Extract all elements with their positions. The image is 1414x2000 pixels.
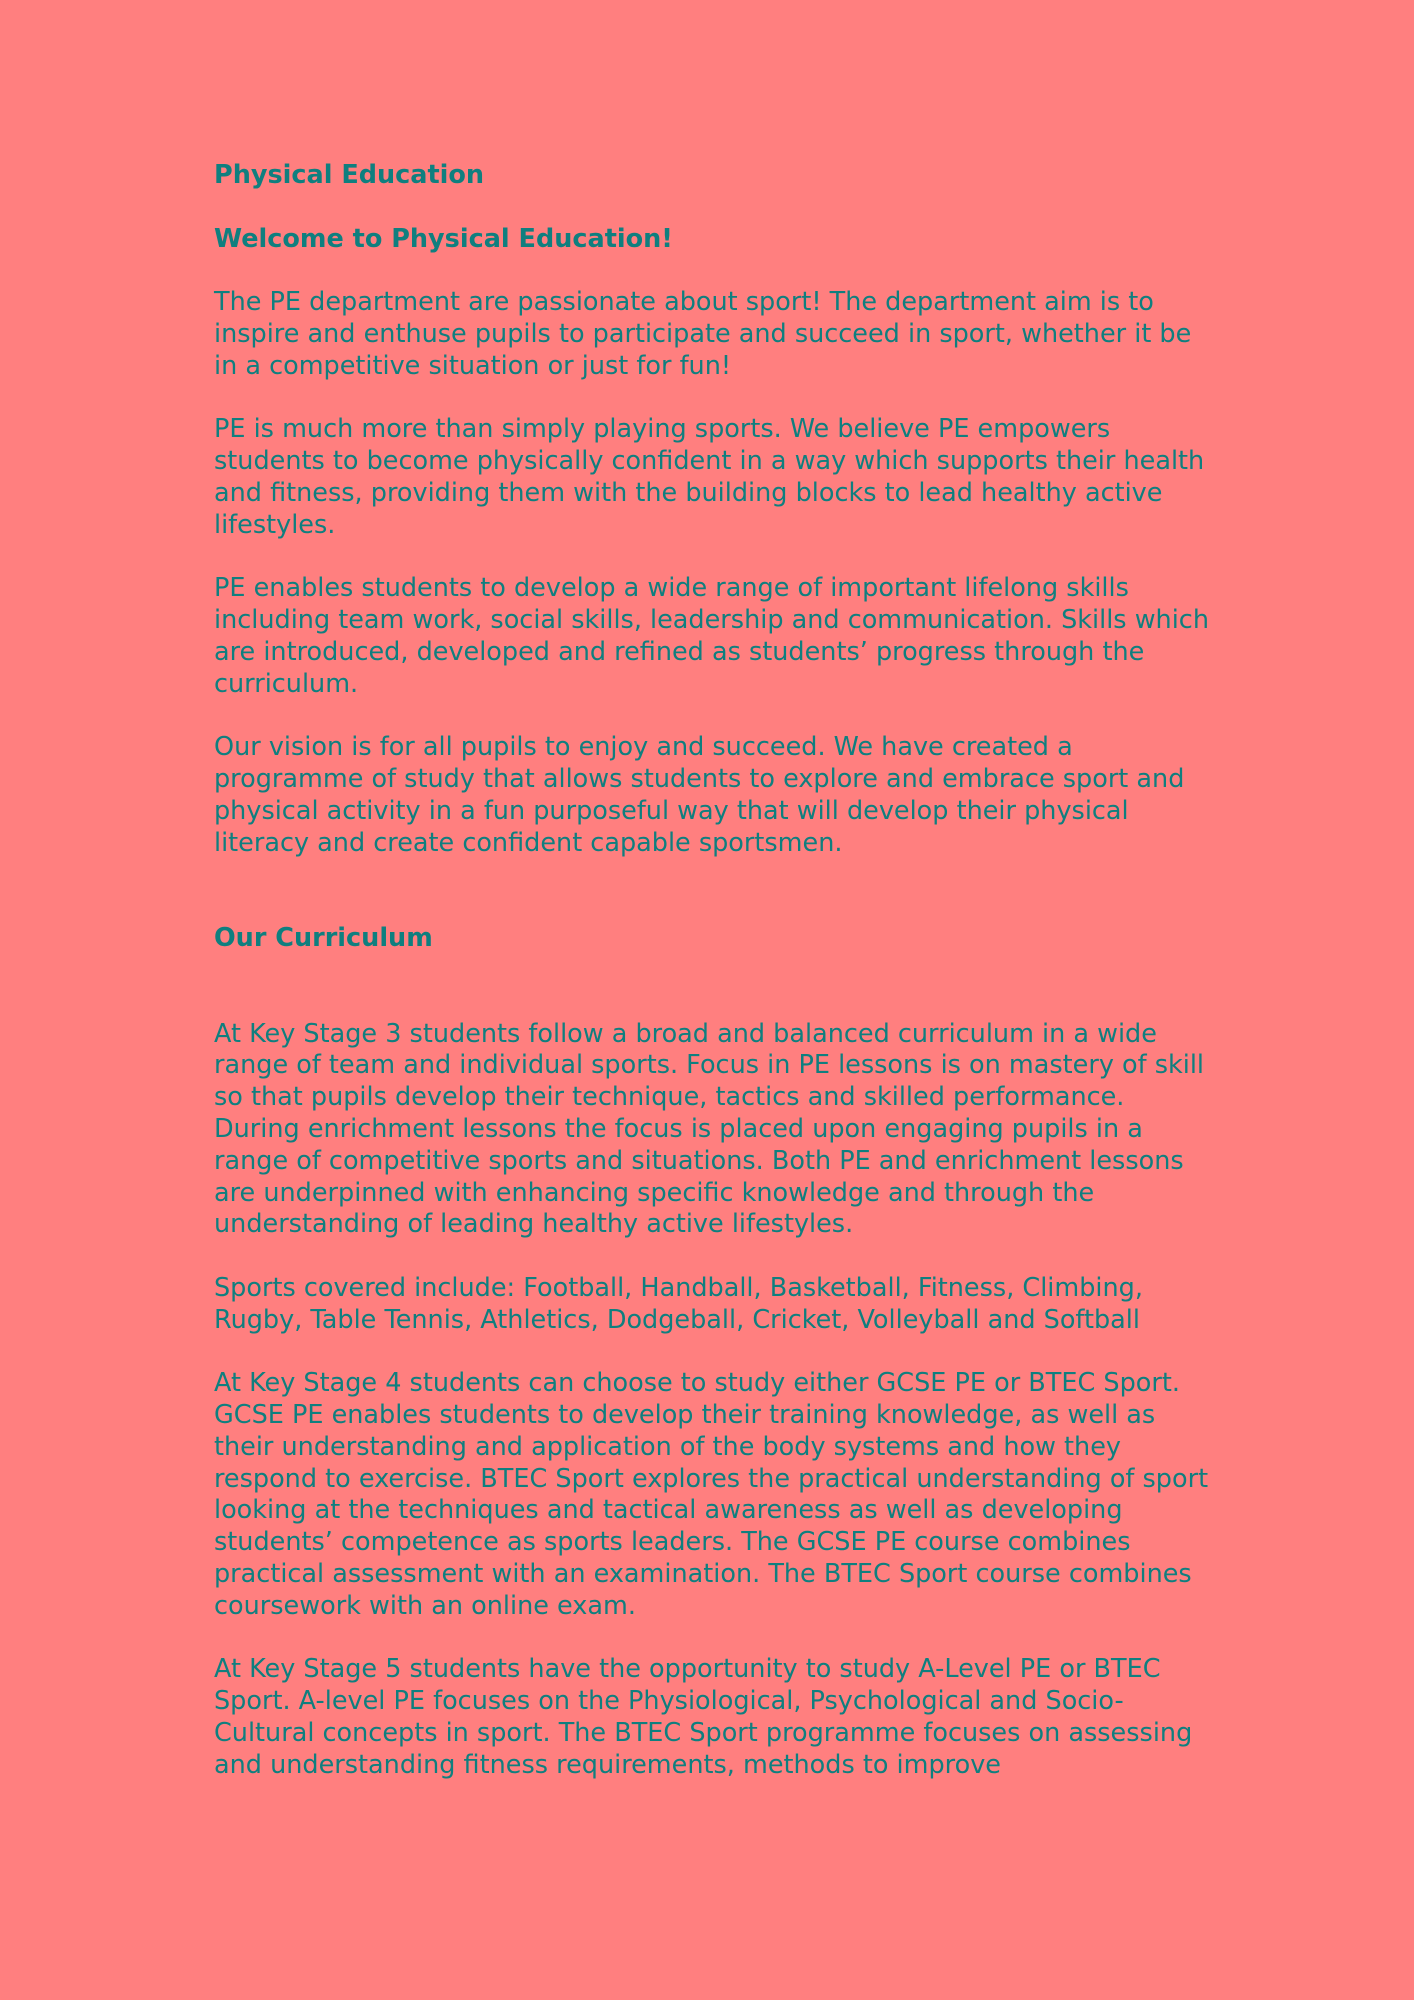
curriculum-paragraph-ks3: At Key Stage 3 students follow a broad and balanced curriculum in a wide range of team and individual sports. Focus in PE lessons is on mastery of skill so that pupils develop their technique, tactics and skilled performance. During enrichment lessons the focus is placed upon engaging pupils in a range of competitive sports and situations. Both PE and enrichment lessons are underpinned with enhancing specific knowledge and through the understanding of leading healthy active lifestyles. — [214, 1018, 1205, 1240]
spacer — [214, 255, 1214, 287]
spacer — [214, 860, 1214, 924]
intro-paragraph-2: PE is much more than simply playing sports. We believe PE empowers students to become physically confident in a way which supports their health and fitness, providing them with the building blocks to lead healthy active lifestyles. — [214, 414, 1205, 540]
intro-paragraph-3: PE enables students to develop a wide range of important lifelong skills including team work, social skills, leadership and communication. Skills which are introduced, developed and refined as students’ progress through the curriculum. — [214, 573, 1209, 699]
welcome-heading: Welcome to Physical Education! — [214, 223, 673, 254]
spacer — [214, 1623, 1214, 1655]
spacer — [214, 192, 1214, 224]
spacer — [214, 542, 1214, 574]
spacer — [214, 1336, 1214, 1368]
spacer — [214, 701, 1214, 733]
spacer — [214, 383, 1214, 415]
curriculum-paragraph-ks4: At Key Stage 4 students can choose to study either GCSE PE or BTEC Sport. GCSE PE enables students to develop their training knowledge, as well as their understanding and application of the body systems and how they respond to exercise. BTEC Sport explores the practical understanding of sport looking at the techniques and tactical awareness as well as developing students’ competence as sports leaders. The GCSE PE course combines practical assessment with an examination. The BTEC Sport course combines coursework with an online exam. — [214, 1368, 1209, 1621]
document-page — [214, 160, 1214, 1782]
spacer — [214, 1241, 1214, 1273]
page-title: Physical Education — [214, 160, 485, 190]
intro-paragraph-1: The PE department are passionate about sport! The department aim is to inspire and enthuse pupils to participate and succeed in sport, whether it be in a competitive situation or just for fun! — [214, 287, 1192, 381]
curriculum-heading: Our Curriculum — [214, 923, 433, 954]
spacer — [214, 955, 1214, 1019]
intro-paragraph-4: Our vision is for all pupils to enjoy and succeed. We have created a programme of study that allows students to explore and embrace sport and physical activity in a fun purposeful way that will develop their physical literacy and create confident capable sportsmen. — [214, 732, 1185, 858]
curriculum-paragraph-sports: Sports covered include: Football, Handball, Basketball, Fitness, Climbing, Rugby, Table Tennis, Athletics, Dodgeball, Cricket, Volleyball and Softball — [214, 1272, 1143, 1335]
curriculum-paragraph-ks5: At Key Stage 5 students have the opportunity to study A-Level PE or BTEC Sport. A-level PE focuses on the Physiological, Psychological and Socio-Cultural concepts in sport. The BTEC Sport programme focuses on assessing and understanding fitness requirements, methods to improve — [214, 1654, 1193, 1780]
